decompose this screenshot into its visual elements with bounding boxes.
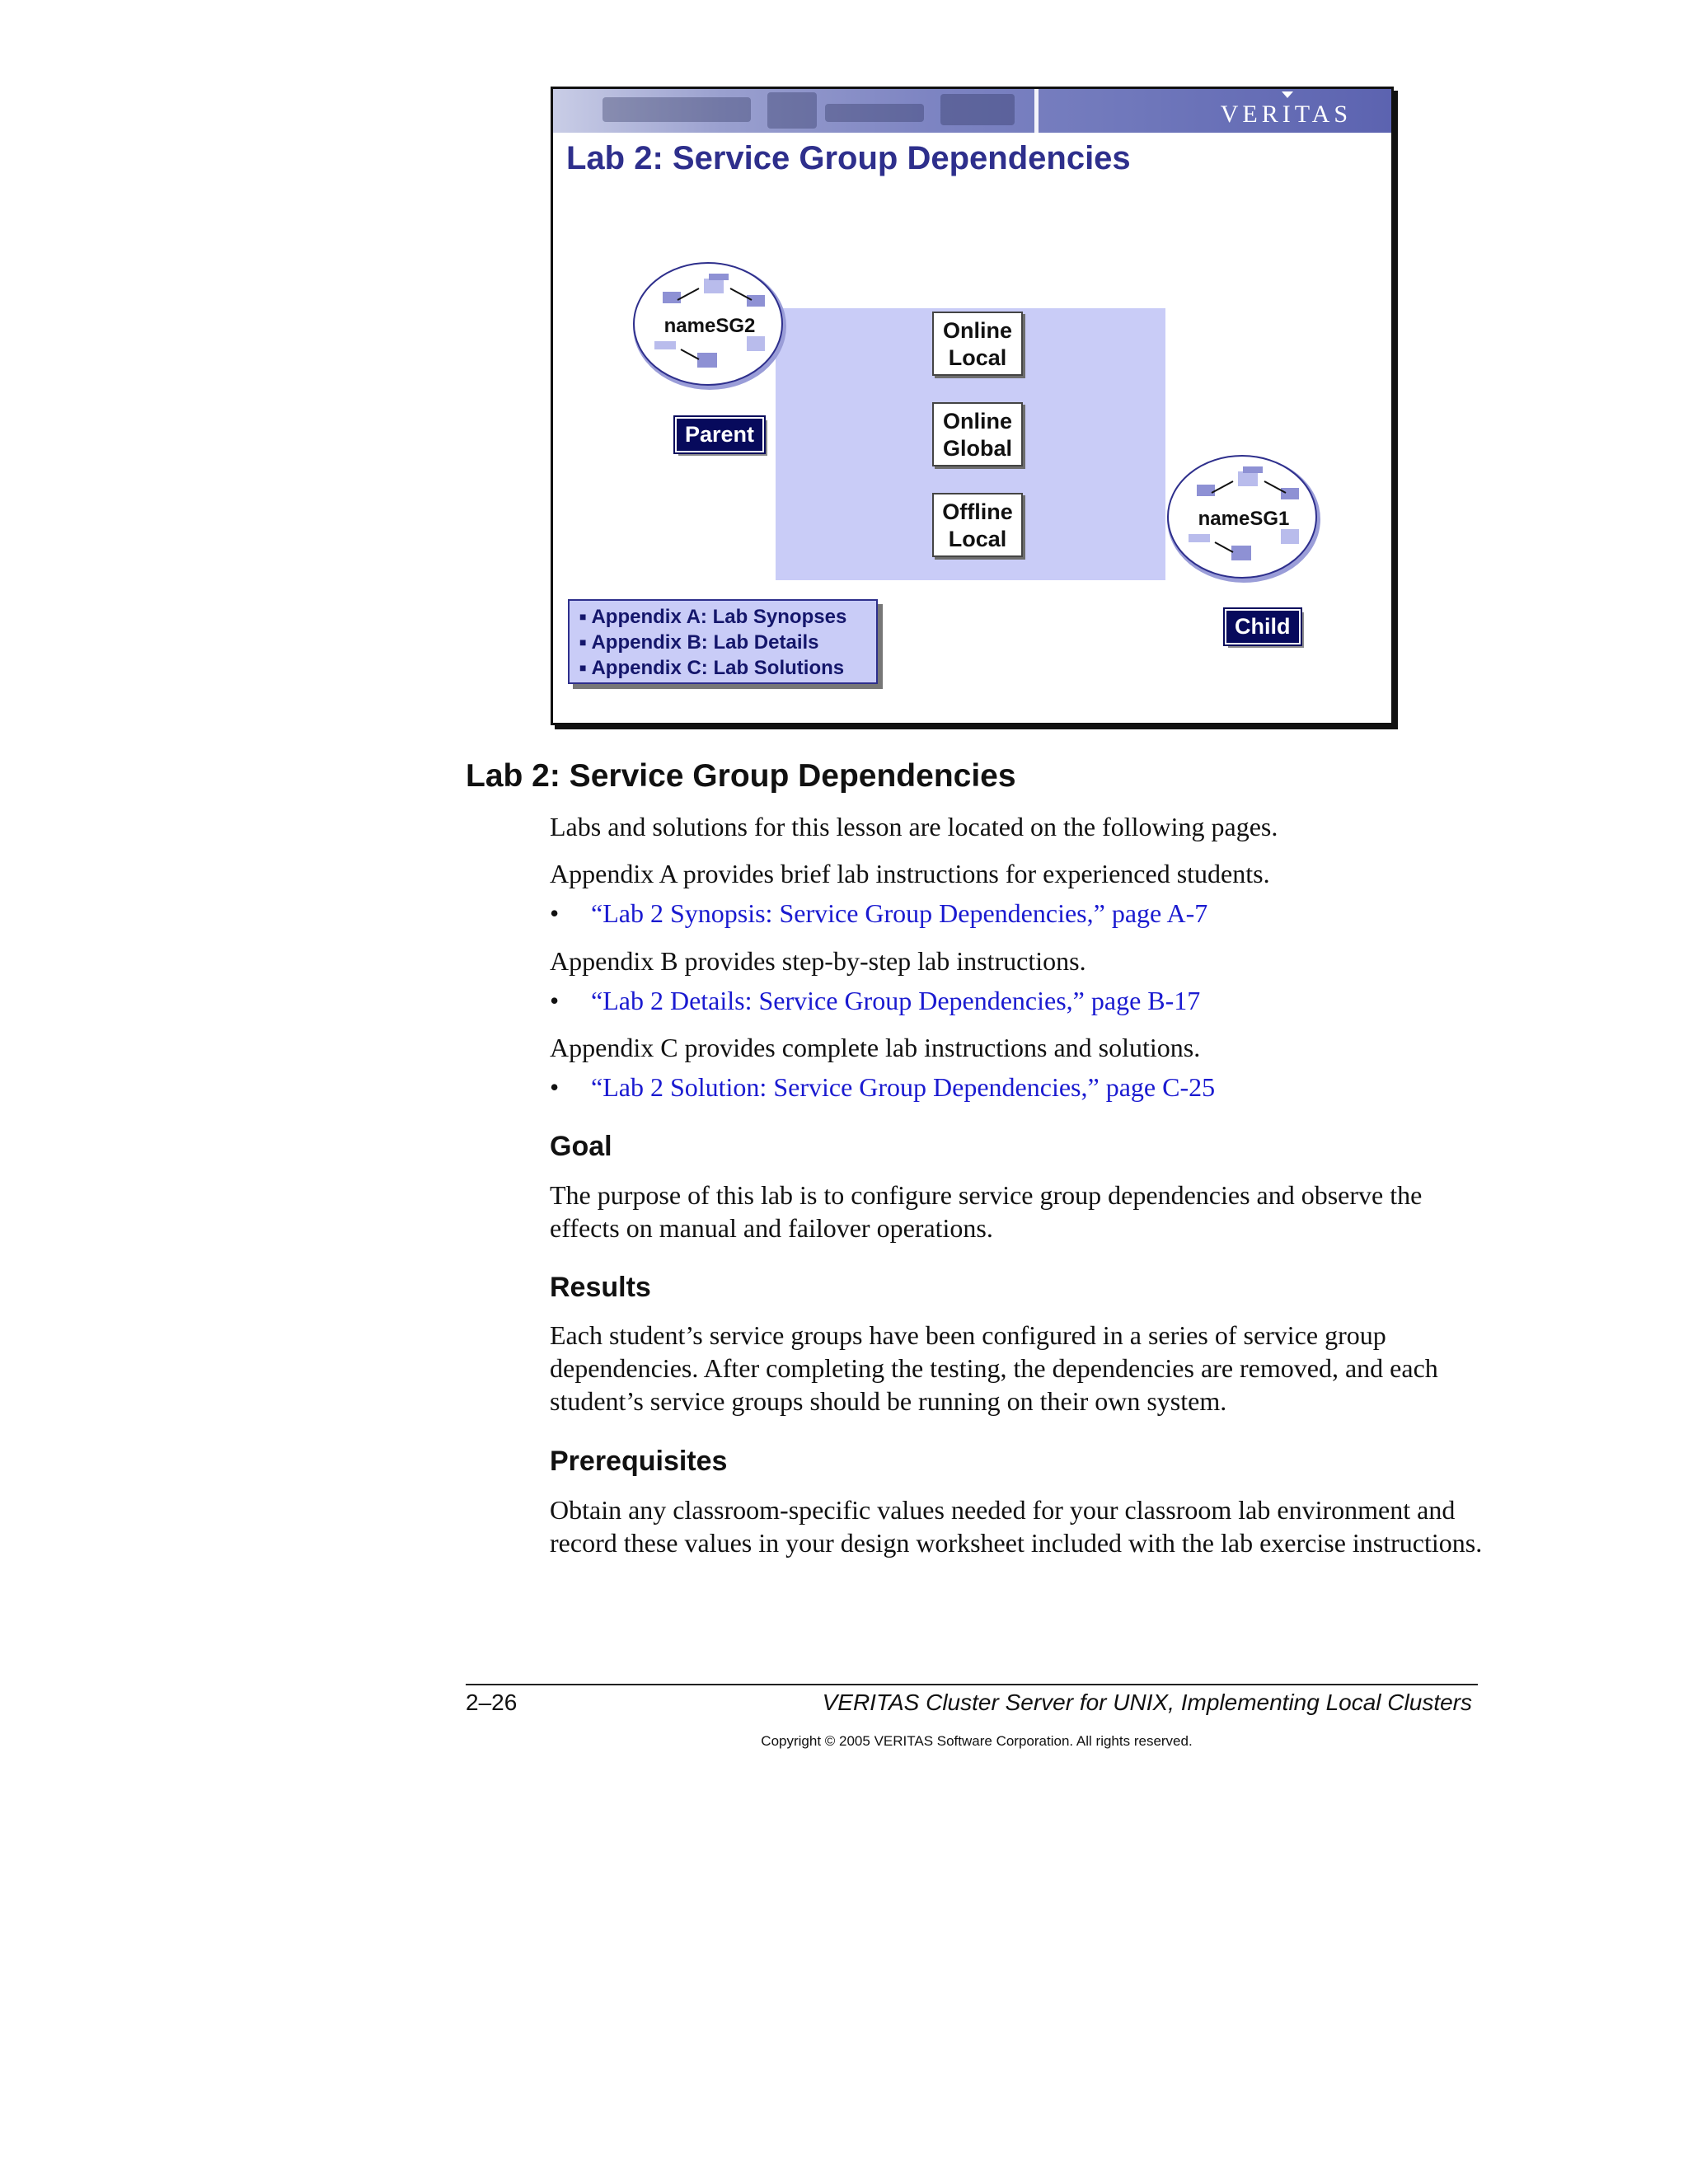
goal-text: The purpose of this lab is to configure service group dependencies and observe the effects on manual and failover operations. [550, 1180, 1423, 1243]
lab-slide [551, 87, 1394, 725]
dependency-line1: Online [942, 409, 1012, 434]
appendix-item: ■ Appendix B: Lab Details [579, 631, 819, 654]
dependency-line1: Online [942, 318, 1012, 343]
results-heading: Results [550, 1272, 651, 1303]
bullet-glyph: • [550, 898, 560, 928]
appendix-item-label: Appendix B: Lab Details [591, 631, 819, 654]
appendix-c-link[interactable]: “Lab 2 Solution: Service Group Dependencies,” page C-25 [591, 1072, 1216, 1102]
dependency-online-local [932, 312, 1023, 376]
goal-heading: Goal [550, 1131, 612, 1162]
slide-banner [553, 89, 1391, 133]
footer-rule [466, 1684, 1478, 1685]
dependency-line1: Offline [942, 499, 1013, 524]
dependency-online-global [932, 402, 1023, 466]
intro-text: Labs and solutions for this lesson are located on the following pages. [550, 812, 1278, 841]
slide-title: Lab 2: Service Group Dependencies [566, 140, 1131, 176]
service-group-name: nameSG2 [663, 315, 756, 337]
banner-photo [553, 89, 1034, 133]
bullet-glyph: • [550, 1072, 560, 1102]
appendix-a-bullet [550, 897, 1207, 930]
prerequisites-heading: Prerequisites [550, 1446, 728, 1477]
dependency-offline-local [932, 493, 1023, 557]
dependency-line2: Local [948, 345, 1007, 370]
appendix-item-label: Appendix C: Lab Solutions [591, 657, 845, 679]
appendix-item: ■ Appendix C: Lab Solutions [579, 657, 845, 679]
logo-text: VERITAS [1220, 101, 1352, 128]
child-service-group [1165, 453, 1322, 585]
appendix-a-text: Appendix A provides brief lab instructions for experienced students. [550, 859, 1270, 888]
appendix-c-bullet [550, 1071, 1215, 1104]
appendix-b-link[interactable]: “Lab 2 Details: Service Group Dependencies,” page B-17 [591, 986, 1201, 1015]
dependency-panel [776, 308, 1165, 580]
book-title: VERITAS Cluster Server for UNIX, Implementing Local Clusters [822, 1690, 1472, 1715]
parent-service-group [631, 260, 788, 392]
appendix-list-box [568, 599, 878, 684]
appendix-c-text: Appendix C provides complete lab instructions and solutions. [550, 1033, 1201, 1062]
section-heading: Lab 2: Service Group Dependencies [466, 758, 1016, 794]
parent-label: Parent [675, 417, 764, 452]
banner-divider [1034, 89, 1039, 133]
child-label: Child [1225, 609, 1301, 644]
veritas-logo [1221, 101, 1352, 129]
appendix-a-link[interactable]: “Lab 2 Synopsis: Service Group Dependencies,” page A-7 [591, 898, 1208, 928]
bullet-glyph: • [550, 986, 560, 1015]
logo-mark-icon [1282, 91, 1293, 98]
prerequisites-text: Obtain any classroom-specific values needed for your classroom lab environment and record these values in your design worksheet included with the lab exercise instructions. [550, 1495, 1483, 1558]
service-group-name: nameSG1 [1198, 508, 1290, 530]
copyright: Copyright © 2005 VERITAS Software Corporation. All rights reserved. [761, 1733, 1193, 1749]
appendix-item: ■ Appendix A: Lab Synopses [579, 606, 847, 628]
appendix-item-label: Appendix A: Lab Synopses [591, 606, 847, 628]
dependency-line2: Global [942, 436, 1012, 461]
appendix-b-bullet [550, 984, 1200, 1017]
appendix-b-text: Appendix B provides step-by-step lab instructions. [550, 946, 1086, 976]
dependency-line2: Local [948, 527, 1007, 551]
page-number: 2–26 [466, 1690, 518, 1715]
results-text: Each student’s service groups have been configured in a series of service group dependencies. After completing the testing, the dependencies are removed, and each student’s service groups should be running on their own system. [550, 1320, 1438, 1416]
